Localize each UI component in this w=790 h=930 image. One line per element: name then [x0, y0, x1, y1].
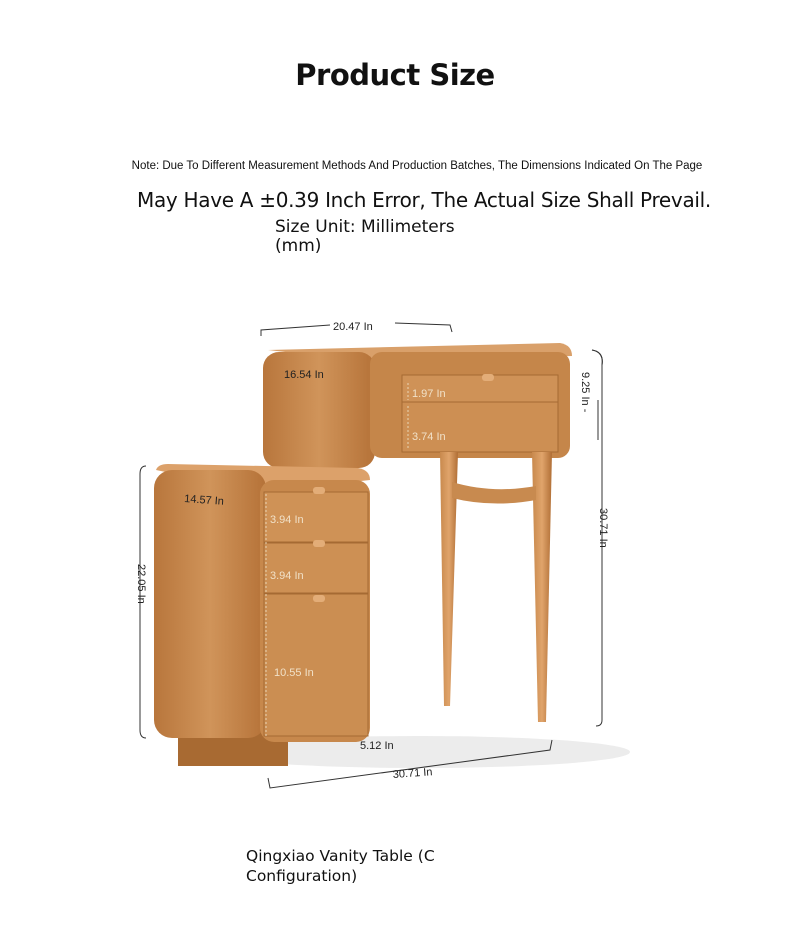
dim-top-drawer-2: 3.74 In — [412, 431, 446, 443]
dim-top-drawer-1: 1.97 In — [412, 388, 446, 400]
cabinet-knob-1 — [313, 487, 325, 494]
dim-cabinet-drawer-3: 10.55 In — [274, 667, 314, 679]
cabinet-side — [154, 470, 266, 738]
cabinet-knob-2 — [313, 540, 325, 547]
desk-stretcher — [452, 482, 536, 504]
note-line-2: May Have A ±0.39 Inch Error, The Actual Size Shall Prevail. — [137, 188, 711, 212]
product-caption: Qingxiao Vanity Table (C Configuration) — [246, 847, 435, 885]
dim-top-height: 9.25 In - — [579, 372, 591, 413]
dim-cabinet-depth: 14.57 In — [183, 493, 225, 508]
cabinet-drawer-2 — [264, 543, 368, 593]
dim-line-top-height — [592, 350, 602, 440]
dim-cabinet-drawer-1: 3.94 In — [270, 514, 304, 526]
size-unit: Size Unit: Millimeters (mm) — [275, 217, 455, 256]
dim-total-width-top: 20.47 In — [333, 321, 373, 333]
dim-cabinet-height: 22.05 In — [135, 564, 147, 604]
drawer-cabinet — [154, 464, 370, 766]
desk-top-unit — [263, 343, 572, 468]
desk-legs — [440, 452, 552, 722]
cabinet-knob-3 — [313, 595, 325, 602]
dim-total-width-bottom: 30.71 In — [392, 766, 433, 781]
desk-knob — [482, 374, 494, 381]
cabinet-drawer-3 — [264, 594, 368, 736]
dim-base-height: 5.12 In — [360, 740, 394, 752]
page-title: Product Size — [295, 58, 495, 92]
dim-total-height: 30.71 In — [597, 508, 609, 548]
dim-cabinet-drawer-2: 3.94 In — [270, 570, 304, 582]
dim-top-depth: 16.54 In — [284, 369, 324, 381]
desk-drawer-2 — [402, 402, 558, 452]
note-line-1: Note: Due To Different Measurement Methods And Production Batches, The Dimensions Indicated On The Page — [131, 160, 703, 172]
